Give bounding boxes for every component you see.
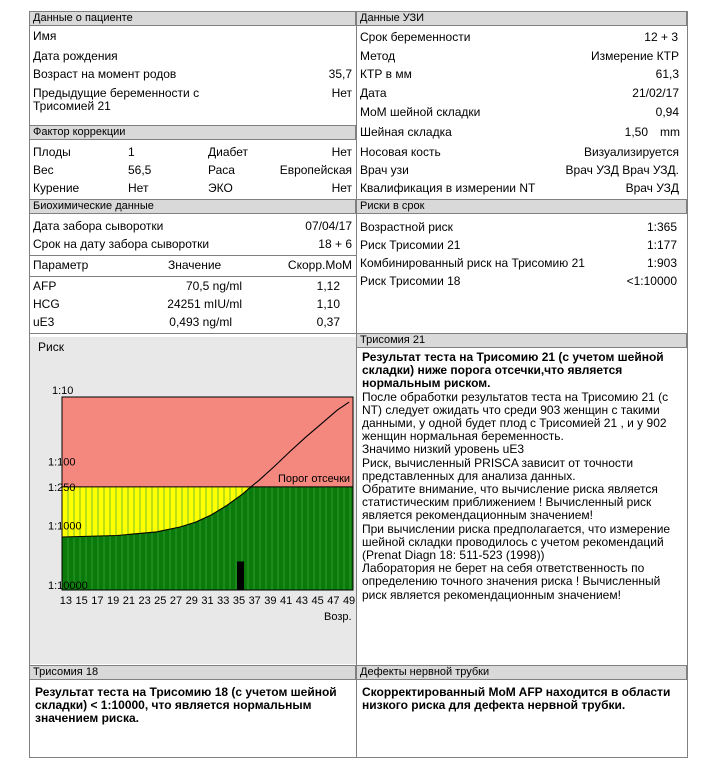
biochem-param: AFP bbox=[33, 279, 57, 293]
threshold-label: Порог отсечки bbox=[278, 472, 351, 485]
correction-fetus-label: Плоды bbox=[33, 145, 71, 159]
us-ga-label: Срок беременности bbox=[360, 30, 471, 44]
t21-text-block bbox=[362, 351, 680, 602]
y-tick-label: 1:100 bbox=[48, 456, 76, 469]
us-date-label: Дата bbox=[360, 86, 387, 100]
biochem-col-mom: Скорр.MoM bbox=[287, 258, 352, 272]
x-tick-label: 13 bbox=[59, 595, 73, 607]
y-tick-label: 1:250 bbox=[48, 481, 76, 494]
us-crl-value: 61,3 bbox=[655, 67, 679, 81]
patient-prev-value: Нет bbox=[331, 86, 352, 100]
us-nasal-value: Визуализируется bbox=[583, 145, 679, 159]
biochem-mom: 0,37 bbox=[316, 315, 340, 329]
correction-diabetes-value: Нет bbox=[331, 145, 352, 159]
patient-age-label: Возраст на момент родов bbox=[33, 67, 177, 81]
risk-label: Комбинированный риск на Трисомию 21 bbox=[360, 256, 585, 270]
x-tick-label: 17 bbox=[91, 595, 104, 607]
x-tick-label: 45 bbox=[311, 595, 324, 607]
t21-text-2: Значимо низкий уровень uE3 bbox=[362, 442, 525, 457]
risk-value: 1:365 bbox=[646, 220, 677, 234]
t21-text-3: Риск, вычисленный PRISCA зависит от точности представленных для анализа данных. bbox=[362, 455, 634, 483]
x-tick-label: 47 bbox=[327, 595, 340, 607]
us-doctor-label: Врач узи bbox=[360, 163, 409, 177]
biochem-ga-label: Срок на дату забора сыворотки bbox=[33, 237, 210, 251]
patient-risk-bar bbox=[237, 561, 244, 590]
risks-section-header: Риски в срок bbox=[356, 199, 687, 214]
us-qual-value: Врач УЗД bbox=[625, 181, 679, 195]
x-tick-label: 49 bbox=[342, 595, 356, 607]
x-tick-label: 27 bbox=[169, 595, 183, 607]
biochem-value: 24251 mIU/ml bbox=[167, 297, 242, 311]
x-tick-label: 15 bbox=[75, 595, 88, 607]
biochem-draw-date-value: 07/04/17 bbox=[305, 219, 352, 233]
t21-text-5: При вычислении риска предполагается, что измерение шейной складки проводилось с учетом рекомендаций (Prenat Diagn 18: 511-523 (1998)) bbox=[362, 521, 671, 563]
x-tick-label: 21 bbox=[122, 595, 135, 607]
correction-smoking-value: Нет bbox=[128, 181, 149, 195]
us-nt-mom-label: MoM шейной складки bbox=[360, 105, 481, 119]
biochem-col-param: Параметр bbox=[33, 258, 89, 272]
x-tick-label: 33 bbox=[217, 595, 230, 607]
us-ga-value: 12 + 3 bbox=[644, 30, 678, 44]
biochem-ga-value: 18 + 6 bbox=[318, 237, 352, 251]
patient-dob-label: Дата рождения bbox=[33, 49, 118, 63]
ntd-section-header: Дефекты нервной трубки bbox=[356, 665, 687, 680]
biochem-param: uE3 bbox=[33, 315, 55, 329]
x-tick-label: 39 bbox=[264, 595, 277, 607]
correction-smoking-label: Курение bbox=[33, 181, 80, 195]
us-nt-value: 1,50 bbox=[624, 125, 648, 139]
biochem-value: 0,493 ng/ml bbox=[169, 315, 232, 329]
risk-chart bbox=[30, 337, 356, 664]
us-crl-label: КТР в мм bbox=[360, 67, 412, 81]
y-tick-label: 1:1000 bbox=[48, 520, 82, 533]
t21-text-1: После обработки результатов теста на Трисомию 21 (с NT) следует ожидать что среди 903 женщин с такими данными, у одной будет плод с Трисомией 21 , и у 902 женщин нормальная беременность. bbox=[362, 389, 669, 444]
biochem-section-header: Биохимические данные bbox=[29, 199, 356, 214]
x-tick-label: 23 bbox=[138, 595, 151, 607]
biochem-mom: 1,10 bbox=[316, 297, 340, 311]
us-doctor-value: Врач УЗД Врач УЗД. bbox=[565, 163, 679, 177]
risk-value: 1:903 bbox=[646, 256, 677, 270]
risk-value: 1:177 bbox=[646, 238, 677, 252]
correction-fetus-value: 1 bbox=[128, 145, 135, 159]
x-tick-label: 25 bbox=[154, 595, 167, 607]
correction-weight-value: 56,5 bbox=[128, 163, 152, 177]
x-axis-label: Возр. bbox=[324, 611, 352, 623]
us-date-value: 21/02/17 bbox=[632, 86, 679, 100]
x-tick-label: 37 bbox=[248, 595, 261, 607]
x-tick-label: 19 bbox=[106, 595, 120, 607]
risk-label: Возрастной риск bbox=[360, 220, 453, 234]
correction-ivf-label: ЭКО bbox=[208, 181, 233, 195]
correction-diabetes-label: Диабет bbox=[208, 145, 249, 159]
us-nt-mom-value: 0,94 bbox=[655, 105, 679, 119]
patient-age-value: 35,7 bbox=[328, 67, 352, 81]
ntd-result: Скорректированный MoM AFP находится в области низкого риска для дефекта нервной трубки. bbox=[362, 685, 671, 713]
us-method-value: Измерение КТР bbox=[590, 49, 679, 63]
t21-result: Результат теста на Трисомию 21 (с учетом шейной складки) ниже порога отсечки,что является нормальным риском. bbox=[362, 350, 664, 391]
x-tick-label: 31 bbox=[201, 595, 214, 607]
biochem-draw-date-label: Дата забора сыворотки bbox=[33, 219, 164, 233]
correction-race-label: Раса bbox=[208, 163, 235, 177]
risk-value: <1:10000 bbox=[626, 274, 677, 288]
correction-race-value: Европейская bbox=[279, 163, 352, 177]
patient-prev-label-1: Предыдущие беременности с bbox=[33, 86, 200, 100]
x-tick-label: 41 bbox=[280, 595, 293, 607]
t18-section-header: Трисомия 18 bbox=[29, 665, 356, 680]
patient-prev-label-2: Трисомией 21 bbox=[33, 99, 111, 113]
patient-section-header: Данные о пациенте bbox=[29, 11, 356, 26]
biochem-col-value: Значение bbox=[168, 258, 222, 272]
ultrasound-section-header: Данные УЗИ bbox=[356, 11, 687, 26]
x-tick-label: 35 bbox=[232, 595, 246, 607]
risk-label: Риск Трисомии 21 bbox=[360, 238, 461, 252]
biochem-mom: 1,12 bbox=[316, 279, 340, 293]
x-tick-label: 29 bbox=[185, 595, 198, 607]
correction-section-header: Фактор коррекции bbox=[29, 125, 356, 140]
us-qual-label: Квалификация в измерении NT bbox=[360, 181, 536, 195]
t21-text-6: Лаборатория не берет на себя ответственность по определению точного значения риска ! Вычисленный риск является рекомендационным значением! bbox=[362, 561, 661, 602]
patient-name-label: Имя bbox=[33, 29, 57, 43]
biochem-value: 70,5 ng/ml bbox=[185, 279, 242, 293]
t21-text-4: Обратите внимание, что вычисление риска является статистическим приближением ! Вычисленный риск является рекомендационным значением! bbox=[362, 482, 658, 523]
us-nasal-label: Носовая кость bbox=[360, 145, 441, 159]
chart-risk-label: Риск bbox=[38, 340, 64, 354]
y-tick-label: 1:10000 bbox=[48, 580, 88, 592]
correction-weight-label: Вес bbox=[33, 163, 54, 177]
us-nt-label: Шейная складка bbox=[360, 125, 452, 139]
y-tick-label: 1:10 bbox=[52, 385, 74, 397]
us-method-label: Метод bbox=[360, 49, 396, 63]
x-tick-label: 43 bbox=[295, 595, 309, 607]
risk-label: Риск Трисомии 18 bbox=[360, 274, 461, 288]
t21-section-header: Трисомия 21 bbox=[356, 333, 687, 348]
us-nt-unit: mm bbox=[660, 125, 680, 139]
correction-ivf-value: Нет bbox=[331, 181, 352, 195]
biochem-param: HCG bbox=[33, 297, 60, 311]
t18-result: Результат теста на Трисомию 18 (с учетом шейной складки) < 1:10000, что является нормальным значением риска. bbox=[35, 685, 337, 726]
